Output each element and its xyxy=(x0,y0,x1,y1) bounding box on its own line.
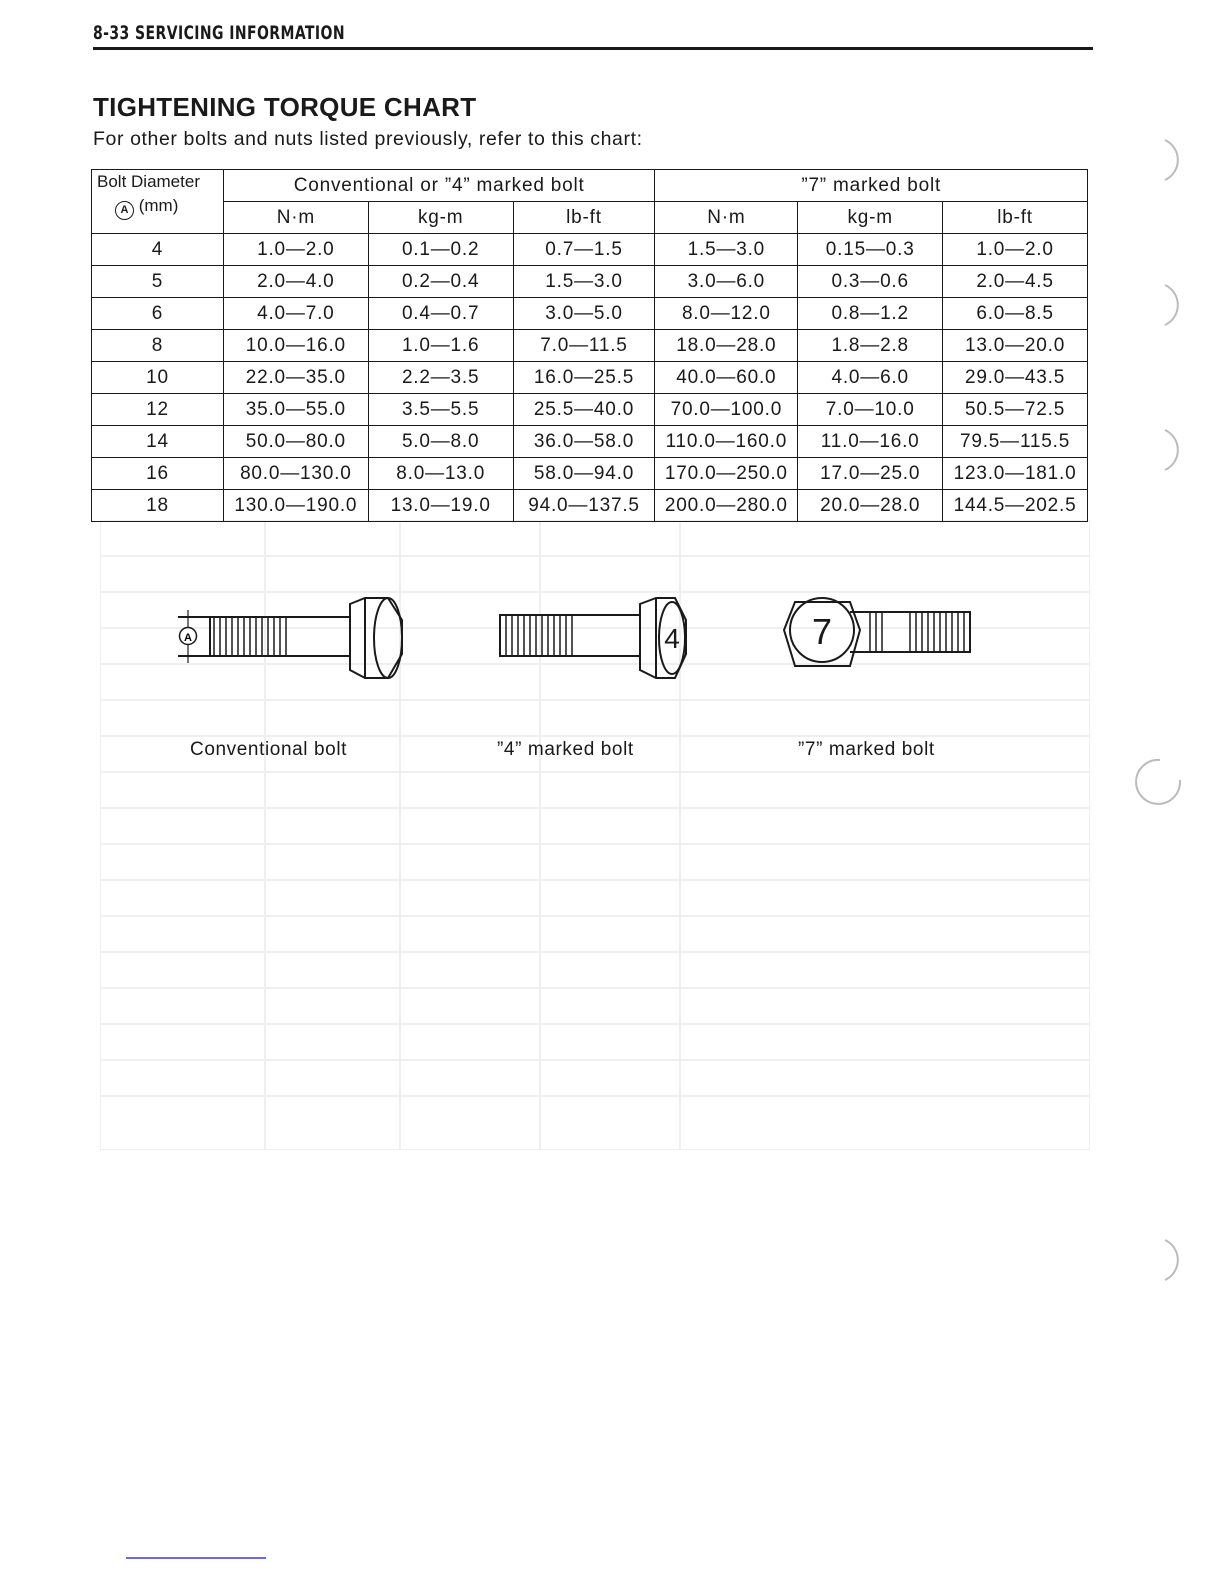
torque-value-cell: 110.0—160.0 xyxy=(655,426,798,458)
torque-value-cell: 0.1—0.2 xyxy=(368,234,513,266)
unit-header: N·m xyxy=(655,202,798,234)
torque-value-cell: 2.0—4.0 xyxy=(223,266,368,298)
torque-value-cell: 130.0—190.0 xyxy=(223,490,368,522)
page-subtitle: For other bolts and nuts listed previously, refer to this chart: xyxy=(93,128,643,150)
unit-header: kg-m xyxy=(368,202,513,234)
torque-value-cell: 11.0—16.0 xyxy=(798,426,943,458)
caption-seven-marked-bolt: ”7” marked bolt xyxy=(798,739,935,760)
torque-value-cell: 4.0—7.0 xyxy=(223,298,368,330)
torque-value-cell: 6.0—8.5 xyxy=(943,298,1088,330)
table-row xyxy=(92,298,1088,330)
torque-value-cell: 8.0—13.0 xyxy=(368,458,513,490)
unit-header: lb-ft xyxy=(513,202,655,234)
torque-value-cell: 0.8—1.2 xyxy=(798,298,943,330)
bolt-diameter-cell: 6 xyxy=(92,298,224,330)
torque-value-cell: 3.0—5.0 xyxy=(513,298,655,330)
torque-value-cell: 1.5—3.0 xyxy=(655,234,798,266)
bolt-diameter-header xyxy=(92,170,224,234)
bolt-diameter-cell: 4 xyxy=(92,234,224,266)
torque-value-cell: 3.5—5.5 xyxy=(368,394,513,426)
torque-value-cell: 2.2—3.5 xyxy=(368,362,513,394)
page-title: TIGHTENING TORQUE CHART xyxy=(93,92,477,122)
torque-value-cell: 10.0—16.0 xyxy=(223,330,368,362)
torque-value-cell: 4.0—6.0 xyxy=(798,362,943,394)
unit-header: N·m xyxy=(223,202,368,234)
diameter-a-icon: A xyxy=(115,201,134,220)
table-row xyxy=(92,266,1088,298)
table-row xyxy=(92,362,1088,394)
torque-value-cell: 58.0—94.0 xyxy=(513,458,655,490)
torque-value-cell: 40.0—60.0 xyxy=(655,362,798,394)
torque-value-cell: 123.0—181.0 xyxy=(943,458,1088,490)
torque-value-cell: 1.8—2.8 xyxy=(798,330,943,362)
torque-value-cell: 0.4—0.7 xyxy=(368,298,513,330)
torque-value-cell: 1.0—2.0 xyxy=(943,234,1088,266)
torque-table-body xyxy=(92,234,1088,522)
unit-header: lb-ft xyxy=(943,202,1088,234)
bolt-diameter-cell: 14 xyxy=(92,426,224,458)
bolt-diameter-cell: 12 xyxy=(92,394,224,426)
page-header xyxy=(93,22,1093,50)
bolt-diameter-cell: 18 xyxy=(92,490,224,522)
torque-value-cell: 94.0—137.5 xyxy=(513,490,655,522)
torque-value-cell: 1.0—2.0 xyxy=(223,234,368,266)
torque-value-cell: 35.0—55.0 xyxy=(223,394,368,426)
torque-value-cell: 50.5—72.5 xyxy=(943,394,1088,426)
torque-value-cell: 0.2—0.4 xyxy=(368,266,513,298)
torque-value-cell: 17.0—25.0 xyxy=(798,458,943,490)
dimension-a-marker: A xyxy=(184,632,192,644)
four-mark-icon: 4 xyxy=(664,623,680,654)
unit-header-row xyxy=(92,202,1088,234)
conventional-bolt-drawing xyxy=(178,598,402,678)
table-row xyxy=(92,330,1088,362)
torque-value-cell: 80.0—130.0 xyxy=(223,458,368,490)
four-marked-bolt-drawing xyxy=(500,598,686,678)
table-row xyxy=(92,234,1088,266)
torque-value-cell: 16.0—25.5 xyxy=(513,362,655,394)
torque-value-cell: 79.5—115.5 xyxy=(943,426,1088,458)
torque-value-cell: 25.5—40.0 xyxy=(513,394,655,426)
table-row xyxy=(92,394,1088,426)
torque-value-cell: 144.5—202.5 xyxy=(943,490,1088,522)
torque-value-cell: 2.0—4.5 xyxy=(943,266,1088,298)
torque-value-cell: 7.0—11.5 xyxy=(513,330,655,362)
torque-value-cell: 7.0—10.0 xyxy=(798,394,943,426)
unit-header: kg-m xyxy=(798,202,943,234)
table-row xyxy=(92,490,1088,522)
seven-mark-icon: 7 xyxy=(811,611,833,652)
bolt-diameter-cell: 16 xyxy=(92,458,224,490)
caption-four-marked-bolt: ”4” marked bolt xyxy=(497,739,634,760)
bolt-diameter-unit: (mm) xyxy=(138,196,179,215)
torque-value-cell: 3.0—6.0 xyxy=(655,266,798,298)
torque-value-cell: 200.0—280.0 xyxy=(655,490,798,522)
table-row xyxy=(92,458,1088,490)
torque-value-cell: 0.7—1.5 xyxy=(513,234,655,266)
torque-value-cell: 20.0—28.0 xyxy=(798,490,943,522)
torque-value-cell: 170.0—250.0 xyxy=(655,458,798,490)
torque-value-cell: 1.5—3.0 xyxy=(513,266,655,298)
torque-value-cell: 29.0—43.5 xyxy=(943,362,1088,394)
torque-value-cell: 5.0—8.0 xyxy=(368,426,513,458)
torque-value-cell: 18.0—28.0 xyxy=(655,330,798,362)
torque-table xyxy=(91,169,1088,522)
torque-value-cell: 0.15—0.3 xyxy=(798,234,943,266)
bolt-diameter-cell: 8 xyxy=(92,330,224,362)
caption-conventional-bolt: Conventional bolt xyxy=(190,739,348,760)
torque-value-cell: 0.3—0.6 xyxy=(798,266,943,298)
bolt-diameter-cell: 10 xyxy=(92,362,224,394)
page-header-text: 8-33 SERVICING INFORMATION xyxy=(93,22,345,44)
bolt-illustrations xyxy=(170,590,990,700)
torque-value-cell: 13.0—20.0 xyxy=(943,330,1088,362)
torque-value-cell: 22.0—35.0 xyxy=(223,362,368,394)
bolt-diameter-label: Bolt Diameter xyxy=(97,172,200,191)
torque-value-cell: 13.0—19.0 xyxy=(368,490,513,522)
torque-value-cell: 8.0—12.0 xyxy=(655,298,798,330)
torque-value-cell: 70.0—100.0 xyxy=(655,394,798,426)
torque-value-cell: 50.0—80.0 xyxy=(223,426,368,458)
torque-value-cell: 36.0—58.0 xyxy=(513,426,655,458)
bolt-diameter-cell: 5 xyxy=(92,266,224,298)
conventional-group-header: Conventional or ”4” marked bolt xyxy=(223,170,655,202)
table-row xyxy=(92,426,1088,458)
seven-marked-group-header: ”7” marked bolt xyxy=(655,170,1088,202)
torque-value-cell: 1.0—1.6 xyxy=(368,330,513,362)
